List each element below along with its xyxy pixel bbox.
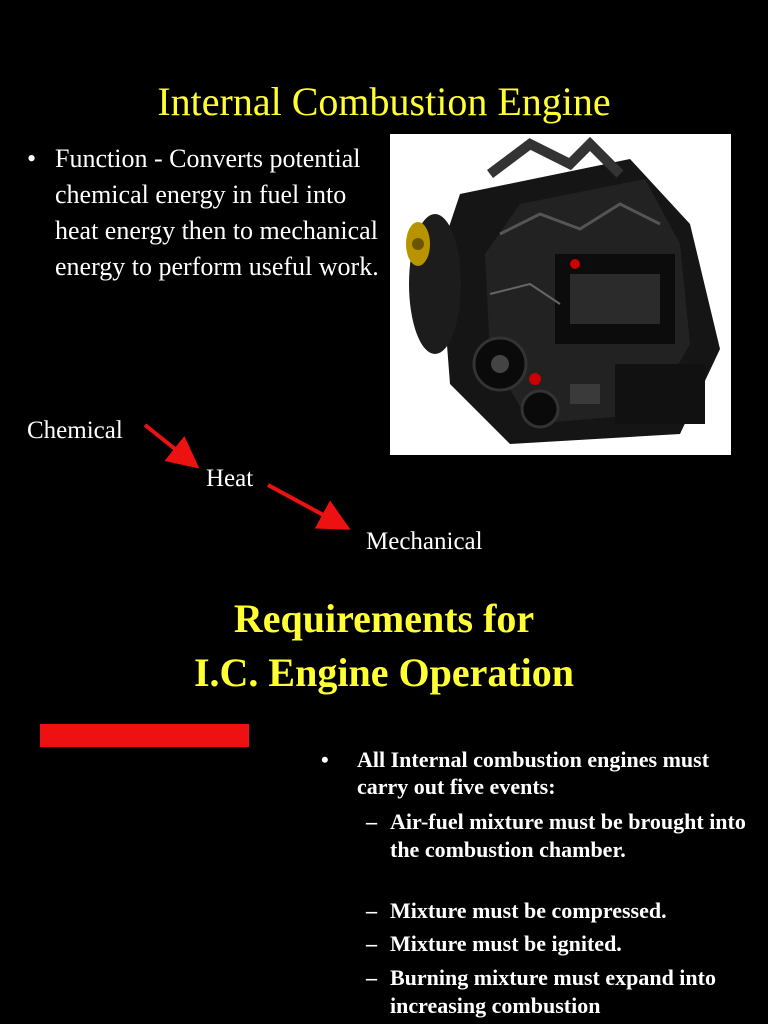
dash-marker: – xyxy=(366,965,377,990)
slide1-title: Internal Combustion Engine xyxy=(157,79,611,124)
arrow-heat-to-mechanical xyxy=(268,485,340,524)
event-item-text: Mixture must be compressed. xyxy=(390,898,667,923)
event-item-text: Burning mixture must expand into increasing combustion xyxy=(390,965,716,1018)
function-bullet-text: Function - Converts potential chemical energy in fuel into heat energy then to mechanical energy to perform useful work. xyxy=(55,144,379,281)
dash-marker: – xyxy=(366,931,377,956)
arrow-chemical-to-heat xyxy=(145,425,190,461)
dash-marker: – xyxy=(366,809,377,834)
events-bullet-text: All Internal combustion engines must carry out five events: xyxy=(357,747,710,799)
flow-heat-label: Heat xyxy=(206,465,254,492)
flow-chemical-label: Chemical xyxy=(27,417,123,444)
event-item xyxy=(366,897,746,925)
event-item-text: Mixture must be ignited. xyxy=(390,931,622,956)
event-item xyxy=(366,808,746,863)
slide2-title-line2: I.C. Engine Operation xyxy=(193,650,575,695)
event-item xyxy=(366,964,746,1019)
event-item xyxy=(366,930,746,958)
flow-mechanical-label: Mechanical xyxy=(366,528,483,555)
event-item-text: Air-fuel mixture must be brought into the combustion chamber. xyxy=(390,809,746,862)
slide2-title xyxy=(0,592,768,700)
bullet-marker: • xyxy=(321,747,329,772)
dash-marker: – xyxy=(366,898,377,923)
slide2-title-line1: Requirements for xyxy=(233,596,535,641)
bullet-marker: • xyxy=(27,144,37,173)
accent-bar xyxy=(40,724,249,747)
events-bullet xyxy=(321,746,741,800)
